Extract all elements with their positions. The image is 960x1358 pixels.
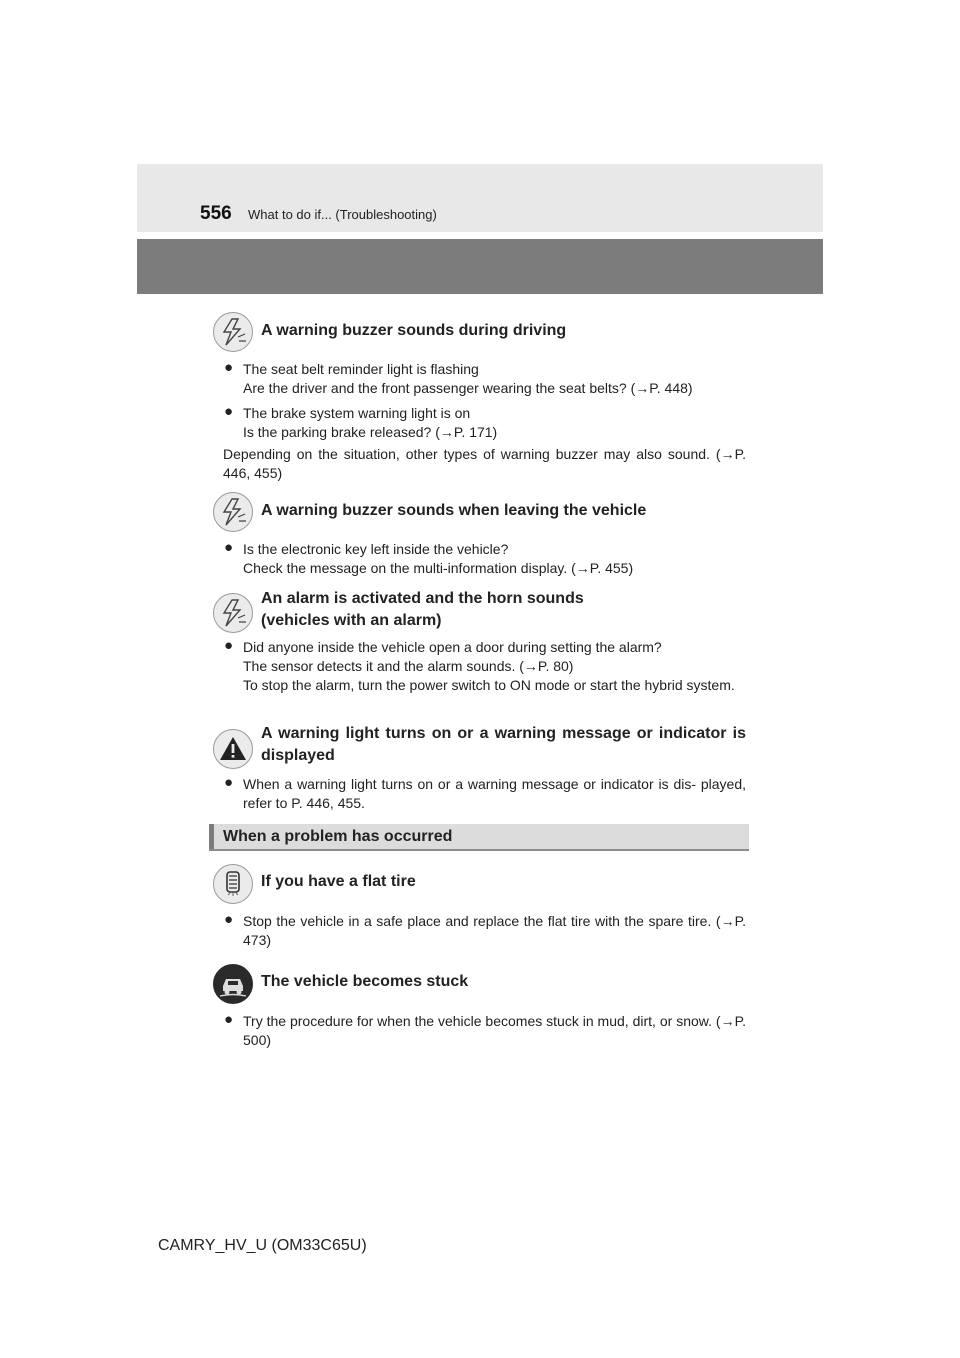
chapter-title: What to do if... (Troubleshooting)	[248, 207, 437, 222]
section-title-buzzer-leaving: A warning buzzer sounds when leaving the vehicle	[261, 502, 647, 519]
bullet-dot: ●	[224, 637, 234, 654]
bullet-dot: ●	[224, 911, 234, 928]
section-title-flat-tire: If you have a flat tire	[261, 873, 416, 890]
page-number: 556	[200, 203, 232, 224]
bullet-dot: ●	[224, 774, 234, 791]
section-heading: When a problem has occurred	[223, 828, 453, 845]
bullet-dot: ●	[224, 539, 234, 556]
note-text: Depending on the situation, other types of warning buzzer may also sound. (→P. 446, 455)	[223, 446, 746, 481]
bullet-text: Is the electronic key left inside the vehicle? Check the message on the multi-information display. (→P. 455)	[243, 541, 634, 576]
warning-buzzer-icon	[213, 492, 253, 532]
warning-buzzer-icon	[213, 312, 253, 352]
footer-code: CAMRY_HV_U (OM33C65U)	[158, 1237, 367, 1254]
bullet-text: When a warning light turns on or a warning message or indicator is dis- played, refer to P. 446, 455.	[243, 776, 746, 811]
alarm-icon	[213, 593, 253, 633]
bullet-text: Stop the vehicle in a safe place and replace the flat tire with the spare tire. (→P. 473)	[243, 913, 746, 948]
header-bar	[137, 164, 823, 232]
bullet-dot: ●	[224, 1011, 234, 1028]
section-title-alarm: An alarm is activated and the horn sounds (vehicles with an alarm)	[261, 590, 584, 629]
section-title-buzzer-driving: A warning buzzer sounds during driving	[261, 322, 567, 339]
section-title-warning-light: A warning light turns on or a warning message or indicator is displayed	[261, 725, 746, 764]
bullet-text: Try the procedure for when the vehicle becomes stuck in mud, dirt, or snow. (→P. 500)	[243, 1013, 746, 1048]
stuck-vehicle-icon	[213, 964, 253, 1004]
bullet-dot: ●	[224, 359, 234, 376]
bullet-text: The brake system warning light is on Is the parking brake released? (→P. 171)	[243, 405, 498, 440]
header-dark-band	[137, 239, 823, 294]
flat-tire-icon	[213, 864, 253, 904]
bullet-text: The seat belt reminder light is flashing Are the driver and the front passenger wearing the seat belts? (→P. 448)	[243, 361, 693, 396]
section-title-stuck: The vehicle becomes stuck	[261, 973, 469, 990]
section-heading-accent	[209, 824, 214, 849]
bullet-text: Did anyone inside the vehicle open a door during setting the alarm? The sensor detects it and the alarm sounds. (→P. 80) To stop the alarm, turn the power switch to ON mode or start the hybrid system.	[243, 639, 735, 693]
bullet-dot: ●	[224, 403, 234, 420]
section-heading-bar	[209, 824, 749, 851]
warning-triangle-icon	[213, 729, 253, 769]
